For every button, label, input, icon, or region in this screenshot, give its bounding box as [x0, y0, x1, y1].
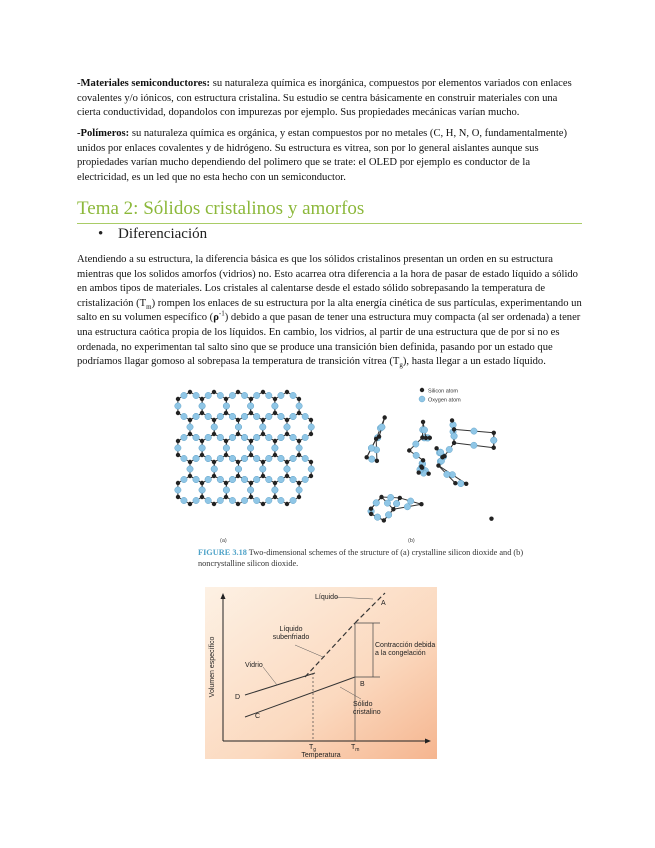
silicon-atom [424, 436, 428, 440]
silicon-atom [436, 463, 440, 467]
oxygen-atom [175, 487, 181, 493]
silicon-atom [450, 418, 454, 422]
oxygen-atom [241, 497, 247, 503]
silicon-atom [236, 502, 240, 506]
oxygen-atom [217, 392, 223, 398]
legend-silicon-icon [420, 388, 424, 392]
legend-silicon-label: Silicon atom [428, 388, 458, 395]
silicon-atom [188, 432, 192, 436]
label-solido-2: cristalino [353, 709, 381, 716]
silicon-atom [224, 439, 228, 443]
silicon-atom [492, 431, 496, 435]
silicon-atom [176, 439, 180, 443]
silicon-atom [200, 481, 204, 485]
silicon-atom [285, 460, 289, 464]
oxygen-atom [387, 494, 393, 500]
oxygen-atom [193, 434, 199, 440]
oxygen-atom [385, 512, 391, 518]
silicon-atom [273, 481, 277, 485]
oxygen-atom [296, 487, 302, 493]
silicon-atom [273, 453, 277, 457]
silicon-atom [176, 411, 180, 415]
x-axis-label: Temperatura [301, 752, 341, 759]
silicon-atom [176, 397, 180, 401]
silicon-atom [236, 418, 240, 422]
oxygen-atom [235, 466, 241, 472]
silicon-atom [176, 481, 180, 485]
oxygen-atom [247, 487, 253, 493]
silicon-atom [224, 397, 228, 401]
oxygen-atom [253, 455, 259, 461]
silicon-atom [309, 432, 313, 436]
silicon-atom [249, 495, 253, 499]
y-axis-label: Volumen específico [209, 636, 216, 698]
silicon-atom [224, 411, 228, 415]
volume-temperature-graph [205, 587, 437, 759]
oxygen-atom [296, 403, 302, 409]
silicon-atom [200, 397, 204, 401]
oxygen-atom [290, 497, 296, 503]
oxygen-atom [446, 446, 452, 452]
silicon-atom [377, 434, 381, 438]
silicon-atom [452, 441, 456, 445]
point-c-label: C [255, 713, 261, 720]
oxygen-atom [278, 392, 284, 398]
tg-symbol: T [309, 744, 314, 751]
label-liquido: Líquido [315, 594, 338, 601]
oxygen-atom [211, 424, 217, 430]
oxygen-atom [413, 452, 419, 458]
silicon-atom [236, 390, 240, 394]
silicon-atom [249, 411, 253, 415]
bullet-icon: • [98, 226, 104, 242]
oxygen-atom [302, 455, 308, 461]
oxygen-atom [308, 424, 314, 430]
silicon-atom [249, 439, 253, 443]
subscript-g: g [399, 361, 403, 370]
silicon-atom [421, 458, 425, 462]
silicon-atom [273, 411, 277, 415]
oxygen-atom [187, 466, 193, 472]
silicon-atom [309, 418, 313, 422]
oxygen-atom [181, 476, 187, 482]
silicon-atom [297, 481, 301, 485]
silicon-atom [261, 390, 265, 394]
oxygen-atom [253, 392, 259, 398]
oxygen-atom [199, 487, 205, 493]
oxygen-atom [374, 514, 380, 520]
silicon-atom [212, 390, 216, 394]
label-vidrio: Vidrio [245, 662, 263, 669]
oxygen-atom [193, 392, 199, 398]
silicon-atom [176, 453, 180, 457]
silicon-atom [309, 474, 313, 478]
silicon-atom [464, 482, 468, 486]
silicon-atom [249, 453, 253, 457]
silicon-atom [261, 474, 265, 478]
subheading-diferenciacion [98, 224, 207, 244]
oxygen-atom [205, 413, 211, 419]
oxygen-atom [241, 476, 247, 482]
oxygen-atom [284, 424, 290, 430]
silicon-atom [176, 495, 180, 499]
oxygen-atom [235, 424, 241, 430]
oxygen-atom [444, 471, 450, 477]
oxygen-atom [193, 476, 199, 482]
silicon-atom [188, 502, 192, 506]
silicon-atom [285, 418, 289, 422]
silicon-atom [492, 446, 496, 450]
silicon-atom [416, 470, 420, 474]
silicon-atom [212, 502, 216, 506]
oxygen-atom [491, 437, 497, 443]
oxygen-atom [241, 455, 247, 461]
silicon-atom [419, 464, 423, 468]
point-a-label: A [381, 600, 386, 607]
oxygen-atom [278, 476, 284, 482]
oxygen-atom [296, 445, 302, 451]
oxygen-atom [253, 413, 259, 419]
silicon-atom [391, 507, 395, 511]
text-part: ), hasta llegar a un estado líquido. [402, 356, 546, 368]
oxygen-atom [384, 500, 390, 506]
oxygen-atom [379, 424, 385, 430]
silicon-atom [212, 418, 216, 422]
label-liquido-subenfriado-1: Líquido [279, 626, 303, 633]
oxygen-atom [260, 424, 266, 430]
crystalline-structure-diagram [175, 390, 315, 506]
silicon-atom [382, 415, 386, 419]
silicon-atom [434, 446, 438, 450]
oxygen-atom [229, 455, 235, 461]
oxygen-atom [266, 497, 272, 503]
silicon-atom [398, 496, 402, 500]
oxygen-atom [181, 413, 187, 419]
silicon-atom [236, 460, 240, 464]
oxygen-atom [278, 434, 284, 440]
oxygen-atom [241, 434, 247, 440]
oxygen-atom [241, 413, 247, 419]
silicon-atom [379, 495, 383, 499]
oxygen-atom [205, 476, 211, 482]
oxygen-atom [229, 392, 235, 398]
point-d-label: D [235, 694, 241, 701]
oxygen-atom [223, 445, 229, 451]
legend-oxygen-icon [419, 396, 425, 402]
oxygen-atom [266, 455, 272, 461]
oxygen-atom [217, 497, 223, 503]
tm-subscript: m [355, 747, 360, 753]
figure-caption [198, 547, 528, 569]
silicon-atom [200, 411, 204, 415]
oxygen-atom [266, 413, 272, 419]
superscript-minus1: -1 [218, 309, 225, 318]
label-a: (a) [220, 538, 227, 544]
silicon-atom [375, 459, 379, 463]
silicon-atom [419, 502, 423, 506]
oxygen-atom [369, 456, 375, 462]
oxygen-atom [205, 392, 211, 398]
silicon-atom [453, 481, 457, 485]
silicon-atom [224, 481, 228, 485]
oxygen-atom [175, 403, 181, 409]
oxygen-atom [181, 434, 187, 440]
oxygen-atom [450, 422, 456, 428]
silicon-atom [369, 506, 373, 510]
silicon-atom [224, 453, 228, 457]
silicon-atom [297, 397, 301, 401]
oxygen-atom [229, 476, 235, 482]
label-contraccion-2: a la congelación [375, 650, 426, 657]
point-b-label: B [360, 681, 365, 688]
silicon-atom [285, 502, 289, 506]
silicon-atom [273, 439, 277, 443]
oxygen-atom [413, 441, 419, 447]
silicon-atom [261, 502, 265, 506]
subscript-m: m [146, 302, 152, 311]
oxygen-atom [302, 413, 308, 419]
silicon-atom [212, 460, 216, 464]
section-heading: Tema 2: Sólidos cristalinos y amorfos [77, 197, 582, 224]
silicon-atom [224, 495, 228, 499]
silicon-atom [188, 390, 192, 394]
oxygen-atom [308, 466, 314, 472]
oxygen-atom [247, 403, 253, 409]
definition-semiconductores: su naturaleza química es inorgánica, compuestos por elementos variados con enlaces covalentes y/o iónicos, con estructura cristalina. Su estudio se centra básicamente en construir materiales con una cierta conductividad, dopandolos con impurezas por ejemplo. Sus propiedades mecánicas varían mucho. [77, 78, 572, 119]
oxygen-atom [229, 413, 235, 419]
oxygen-atom [223, 403, 229, 409]
silicon-atom [285, 474, 289, 478]
silicon-atom [200, 453, 204, 457]
oxygen-atom [471, 442, 477, 448]
paragraph-semiconductores [77, 77, 582, 121]
oxygen-atom [193, 413, 199, 419]
label-solido-1: Sólido [353, 701, 373, 708]
silicon-atom [297, 439, 301, 443]
silicon-atom [188, 418, 192, 422]
silicon-atom [212, 432, 216, 436]
oxygen-atom [217, 455, 223, 461]
silicon-atom [200, 439, 204, 443]
oxygen-atom [404, 504, 410, 510]
oxygen-atom [290, 476, 296, 482]
oxygen-atom [199, 445, 205, 451]
oxygen-atom [223, 487, 229, 493]
text-part: ) rompen los enlaces de su estructura por la alta energía cinética de sus partículas, experimentando un salto en su volumen específico ( [77, 297, 582, 324]
oxygen-atom [471, 428, 477, 434]
oxygen-atom [217, 434, 223, 440]
oxygen-atom [181, 497, 187, 503]
oxygen-atom [217, 413, 223, 419]
silicon-atom [407, 448, 411, 452]
oxygen-atom [229, 497, 235, 503]
oxygen-atom [199, 403, 205, 409]
term-polimeros: -Polímeros: [77, 128, 130, 139]
oxygen-atom [290, 434, 296, 440]
subheading-text: Diferenciación [118, 226, 208, 242]
silicon-atom [297, 453, 301, 457]
silicon-atom [364, 455, 368, 459]
oxygen-atom [253, 434, 259, 440]
rho-symbol: ρ [213, 312, 219, 324]
label-b: (b) [408, 538, 415, 544]
graph-background [205, 587, 437, 759]
oxygen-atom [278, 455, 284, 461]
caption-text: Two-dimensional schemes of the structure of (a) crystalline silicon dioxide and (b) noncrystalline silicon dioxide. [198, 548, 524, 568]
oxygen-atom [278, 497, 284, 503]
oxygen-atom [437, 449, 443, 455]
silicon-atom [382, 518, 386, 522]
oxygen-atom [205, 434, 211, 440]
tg-subscript: g [313, 747, 317, 753]
silicon-atom [261, 460, 265, 464]
silicon-atom [200, 495, 204, 499]
silicon-atom [236, 474, 240, 478]
amorphous-structure-diagram [364, 415, 496, 522]
oxygen-atom [253, 476, 259, 482]
oxygen-atom [278, 413, 284, 419]
oxygen-atom [229, 434, 235, 440]
silicon-atom [297, 411, 301, 415]
silicon-atom [261, 432, 265, 436]
silicon-atom [426, 471, 430, 475]
oxygen-atom [205, 455, 211, 461]
oxygen-atom [193, 497, 199, 503]
silicon-atom [442, 454, 446, 458]
legend-oxygen-label: Oxygen atom [428, 397, 461, 404]
silicon-atom [249, 397, 253, 401]
oxygen-atom [266, 434, 272, 440]
oxygen-atom [211, 466, 217, 472]
silicon-atom [452, 427, 456, 431]
silica-structure-figure [170, 384, 515, 544]
silicon-atom [489, 516, 493, 520]
silicon-atom [309, 460, 313, 464]
paragraph-diferenciacion [77, 253, 582, 370]
oxygen-atom [373, 500, 379, 506]
oxygen-atom [241, 392, 247, 398]
oxygen-atom [421, 427, 427, 433]
silicon-atom [369, 512, 373, 516]
oxygen-atom [260, 466, 266, 472]
oxygen-atom [272, 403, 278, 409]
silicon-atom [285, 432, 289, 436]
tm-symbol: T [351, 744, 356, 751]
definition-polimeros: su naturaleza química es orgánica, y estan compuestos por no metales (C, H, N, O, fundamentalmente) unidos por enlaces covalentes y de hidrógeno. Su estructura es vitrea, son por lo general aislantes aunque sus propiedades varían mucho dependiendo del polimero que se trate: el OLED por ejemplo es conductor de la electricidad, es un led que no esta hecho con un semiconductor. [77, 128, 568, 183]
oxygen-atom [247, 445, 253, 451]
oxygen-atom [175, 445, 181, 451]
oxygen-atom [393, 500, 399, 506]
silicon-atom [428, 436, 432, 440]
silicon-atom [273, 495, 277, 499]
oxygen-atom [266, 476, 272, 482]
label-liquido-subenfriado-2: subenfriado [272, 634, 310, 641]
silicon-atom [249, 481, 253, 485]
oxygen-atom [290, 392, 296, 398]
silicon-atom [212, 474, 216, 478]
oxygen-atom [302, 434, 308, 440]
silicon-atom [297, 495, 301, 499]
oxygen-atom [181, 455, 187, 461]
oxygen-atom [458, 480, 464, 486]
silicon-atom [273, 397, 277, 401]
oxygen-atom [253, 497, 259, 503]
oxygen-atom [217, 476, 223, 482]
oxygen-atom [290, 413, 296, 419]
silicon-atom [421, 420, 425, 424]
oxygen-atom [302, 476, 308, 482]
oxygen-atom [284, 466, 290, 472]
oxygen-atom [272, 487, 278, 493]
silicon-atom [188, 460, 192, 464]
paragraph-polimeros [77, 127, 582, 185]
text-part: ) debido a que pasan de tener una estructura muy compacta (al ser ordenada) a tener una estructura caótica propia de los líquidos. En cambio, los vidrios, al partir de una estructura que de por si no es ordenada, no experimentan tal salto sino que se produce una transición bien definida, pasando por un estado que podríamos llagar gomoso al sobrepasa la temperatura de transición vítrea (T [77, 312, 581, 368]
oxygen-atom [193, 455, 199, 461]
silicon-atom [285, 390, 289, 394]
oxygen-atom [368, 445, 374, 451]
text-part: Atendiendo a su estructura, la diferencia básica es que los sólidos cristalinos presentan un orden en su estructura mientras que los solidos amorfos (vidrios) no. Esto acarrea otra diferencia a la hora de pasar de estado líquido a sólido en ambos tipos de materiales. Los cristales al calentarse desde el estado sólido sobrepasando la temperatura de cristalización (T [77, 254, 578, 309]
silicon-atom [236, 432, 240, 436]
silicon-atom [261, 418, 265, 422]
oxygen-atom [451, 433, 457, 439]
caption-figure-label: FIGURE 3.18 [198, 548, 247, 557]
oxygen-atom [181, 392, 187, 398]
oxygen-atom [266, 392, 272, 398]
oxygen-atom [407, 498, 413, 504]
oxygen-atom [272, 445, 278, 451]
term-semiconductores: -Materiales semiconductores: [77, 78, 211, 89]
oxygen-atom [290, 455, 296, 461]
oxygen-atom [205, 497, 211, 503]
oxygen-atom [187, 424, 193, 430]
silicon-atom [188, 474, 192, 478]
label-contraccion-1: Contracción debida [375, 642, 436, 649]
